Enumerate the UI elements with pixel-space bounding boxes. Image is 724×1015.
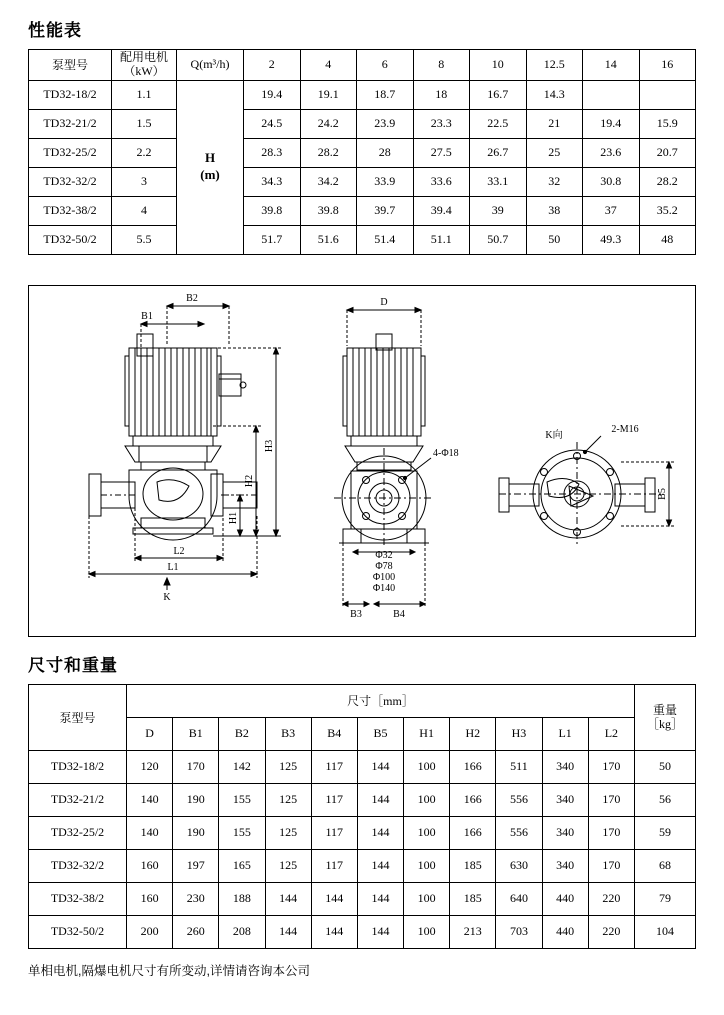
header-flow-value: 14 [583,50,640,81]
cell-head-value: 28 [357,138,414,167]
cell-dim: 170 [588,816,634,849]
label-b1: B1 [141,310,153,322]
cell-dim: 340 [542,750,588,783]
label-b5: B5 [657,487,668,500]
cell-model: TD32-18/2 [29,750,127,783]
table-row [29,783,696,816]
cell-dim: 144 [311,915,357,948]
cell-head-value: 32 [526,167,583,196]
dimension-table [28,684,696,949]
cell-head-value [639,80,696,109]
cell-dim: 125 [265,816,311,849]
drawing-svg [29,286,695,634]
label-l1: L1 [167,561,179,573]
cell-dim: 117 [311,750,357,783]
table-header-row [29,684,696,717]
table-row [29,80,696,109]
cell-model: TD32-32/2 [29,849,127,882]
header-motor-power-line1: 配用电机 [119,50,168,64]
cell-head-value: 18 [413,80,470,109]
header-flow-value: 6 [357,50,414,81]
cell-head-value: 30.8 [583,167,640,196]
cell-head-value: 51.6 [300,225,357,254]
cell-dim: 511 [496,750,542,783]
cell-dim: 117 [311,849,357,882]
cell-model: TD32-21/2 [29,783,127,816]
header-dim: L2 [588,717,634,750]
header-flow-value: 2 [244,50,301,81]
cell-head-value: 51.4 [357,225,414,254]
label-k-direction: K向 [545,429,563,441]
label-h3: H3 [264,439,275,452]
table-row [29,882,696,915]
cell-dim: 440 [542,915,588,948]
header-dim: B3 [265,717,311,750]
cell-head-value: 34.3 [244,167,301,196]
cell-head-value: 16.7 [470,80,527,109]
cell-head-value: 23.3 [413,109,470,138]
cell-dim: 190 [173,816,219,849]
cell-model: TD32-32/2 [29,167,112,196]
header-flow-value: 10 [470,50,527,81]
cell-weight: 56 [635,783,696,816]
cell-head-value: 49.3 [583,225,640,254]
cell-kw: 1.5 [112,109,177,138]
cell-head-value: 39.7 [357,196,414,225]
label-4-phi18: 4-Φ18 [433,447,459,459]
table-row [29,138,696,167]
cell-kw: 3 [112,167,177,196]
table-subheader-row [29,717,696,750]
header-flow-value: 8 [413,50,470,81]
cell-dim: 144 [265,915,311,948]
header-weight-line1: 重量 [652,702,677,717]
cell-weight: 79 [635,882,696,915]
header-dim: B2 [219,717,265,750]
cell-dim: 185 [450,849,496,882]
label-phi78: Φ78 [375,560,393,572]
head-unit: (m) [200,167,220,183]
cell-model: TD32-50/2 [29,225,112,254]
cell-dim: 170 [173,750,219,783]
cell-head-value: 37 [583,196,640,225]
cell-dim: 140 [127,816,173,849]
cell-weight: 59 [635,816,696,849]
cell-dim: 100 [404,849,450,882]
cell-head-value: 28.2 [639,167,696,196]
cell-dim: 100 [404,915,450,948]
cell-model: TD32-38/2 [29,882,127,915]
header-motor-power-line2: （kW） [123,63,165,78]
cell-head-value: 34.2 [300,167,357,196]
cell-dim: 100 [404,750,450,783]
cell-dim: 165 [219,849,265,882]
label-d: D [380,296,388,308]
header-dim: H2 [450,717,496,750]
cell-weight: 50 [635,750,696,783]
label-b3: B3 [350,608,362,620]
cell-dim: 100 [404,816,450,849]
cell-dim: 144 [357,783,403,816]
dimension-section-title: 尺寸和重量 [28,655,118,675]
label-l2: L2 [173,545,185,557]
cell-dim: 213 [450,915,496,948]
cell-dim: 166 [450,783,496,816]
label-h2: H2 [244,474,255,487]
header-dim: B5 [357,717,403,750]
header-flow-value: 4 [300,50,357,81]
cell-kw: 2.2 [112,138,177,167]
cell-model: TD32-38/2 [29,196,112,225]
table-row [29,109,696,138]
cell-head-symbol [177,80,244,254]
cell-head-value: 39.8 [300,196,357,225]
table-row [29,816,696,849]
cell-dim: 142 [219,750,265,783]
table-row [29,196,696,225]
header-dim: B4 [311,717,357,750]
label-phi140: Φ140 [372,582,396,594]
header-flow-value: 16 [639,50,696,81]
cell-head-value: 26.7 [470,138,527,167]
cell-dim: 200 [127,915,173,948]
cell-head-value: 50 [526,225,583,254]
header-dim: H3 [496,717,542,750]
table-row [29,915,696,948]
cell-head-value: 51.1 [413,225,470,254]
cell-dim: 117 [311,783,357,816]
cell-dim: 170 [588,849,634,882]
table-row [29,849,696,882]
cell-dim: 144 [357,816,403,849]
cell-head-value: 28.2 [300,138,357,167]
cell-head-value: 28.3 [244,138,301,167]
pump-dimension-drawing [28,285,696,637]
label-h1: H1 [228,511,239,524]
cell-dim: 220 [588,915,634,948]
cell-model: TD32-18/2 [29,80,112,109]
cell-dim: 556 [496,783,542,816]
cell-head-value: 27.5 [413,138,470,167]
cell-dim: 144 [357,849,403,882]
cell-dim: 170 [588,783,634,816]
table-row [29,750,696,783]
header-dim: D [127,717,173,750]
cell-head-value: 20.7 [639,138,696,167]
cell-dim: 230 [173,882,219,915]
cell-dim: 144 [357,915,403,948]
cell-dim: 340 [542,816,588,849]
header-model: 泵型号 [29,50,112,81]
cell-dim: 170 [588,750,634,783]
cell-model: TD32-25/2 [29,816,127,849]
cell-head-value: 39.4 [413,196,470,225]
performance-section-title: 性能表 [28,21,82,40]
cell-head-value: 38 [526,196,583,225]
cell-head-value: 23.6 [583,138,640,167]
cell-dim: 166 [450,750,496,783]
cell-head-value: 33.9 [357,167,414,196]
cell-dim: 155 [219,783,265,816]
cell-head-value: 19.4 [244,80,301,109]
cell-model: TD32-21/2 [29,109,112,138]
performance-table [28,49,696,255]
cell-head-value: 50.7 [470,225,527,254]
cell-dim: 166 [450,816,496,849]
cell-dim: 220 [588,882,634,915]
header-flow-value: 12.5 [526,50,583,81]
cell-dim: 703 [496,915,542,948]
cell-dim: 125 [265,849,311,882]
cell-head-value: 39 [470,196,527,225]
cell-head-value: 22.5 [470,109,527,138]
label-b2: B2 [186,292,198,304]
cell-dim: 160 [127,849,173,882]
cell-head-value: 21 [526,109,583,138]
label-b4: B4 [393,608,405,620]
cell-dim: 640 [496,882,542,915]
cell-dim: 556 [496,816,542,849]
cell-dim: 197 [173,849,219,882]
cell-head-value: 24.5 [244,109,301,138]
header-weight [635,684,696,750]
cell-dim: 117 [311,816,357,849]
label-phi32: Φ32 [375,549,393,561]
cell-model: TD32-50/2 [29,915,127,948]
cell-head-value: 19.4 [583,109,640,138]
cell-head-value: 14.3 [526,80,583,109]
cell-dim: 140 [127,783,173,816]
cell-head-value: 35.2 [639,196,696,225]
cell-head-value: 24.2 [300,109,357,138]
label-phi100: Φ100 [372,571,396,583]
cell-head-value: 15.9 [639,109,696,138]
cell-dim: 125 [265,750,311,783]
label-k: K [163,591,171,603]
cell-dim: 630 [496,849,542,882]
cell-head-value: 33.1 [470,167,527,196]
cell-head-value: 23.9 [357,109,414,138]
cell-dim: 120 [127,750,173,783]
cell-head-value: 25 [526,138,583,167]
cell-kw: 1.1 [112,80,177,109]
cell-dim: 144 [265,882,311,915]
cell-dim: 125 [265,783,311,816]
cell-dim: 208 [219,915,265,948]
cell-dim: 144 [357,882,403,915]
cell-head-value: 48 [639,225,696,254]
cell-model: TD32-25/2 [29,138,112,167]
header-dim: B1 [173,717,219,750]
table-header-row [29,50,696,81]
cell-dim: 144 [357,750,403,783]
table-row [29,225,696,254]
cell-head-value: 51.7 [244,225,301,254]
cell-dim: 155 [219,816,265,849]
cell-dim: 185 [450,882,496,915]
cell-dim: 190 [173,783,219,816]
header-flow: Q(m³/h) [177,50,244,81]
cell-head-value: 33.6 [413,167,470,196]
label-2-m16: 2-M16 [611,423,639,435]
cell-head-value: 19.1 [300,80,357,109]
cell-dim: 100 [404,783,450,816]
head-symbol: H [204,150,216,166]
cell-head-value: 18.7 [357,80,414,109]
cell-dim: 144 [311,882,357,915]
cell-head-value [583,80,640,109]
header-motor-power [112,50,177,81]
cell-dim: 188 [219,882,265,915]
cell-weight: 104 [635,915,696,948]
cell-dim: 440 [542,882,588,915]
cell-kw: 4 [112,196,177,225]
cell-dim: 100 [404,882,450,915]
header-model: 泵型号 [29,684,127,750]
header-weight-line2: ［kg］ [646,717,683,732]
footer-note: 单相电机,隔爆电机尺寸有所变动,详情请咨询本公司 [28,963,310,978]
table-row [29,167,696,196]
cell-dim: 340 [542,783,588,816]
cell-head-value: 39.8 [244,196,301,225]
cell-kw: 5.5 [112,225,177,254]
cell-weight: 68 [635,849,696,882]
cell-dim: 260 [173,915,219,948]
header-dim: L1 [542,717,588,750]
cell-dim: 340 [542,849,588,882]
cell-dim: 160 [127,882,173,915]
header-size-group: 尺寸［mm］ [127,684,635,717]
header-dim: H1 [404,717,450,750]
